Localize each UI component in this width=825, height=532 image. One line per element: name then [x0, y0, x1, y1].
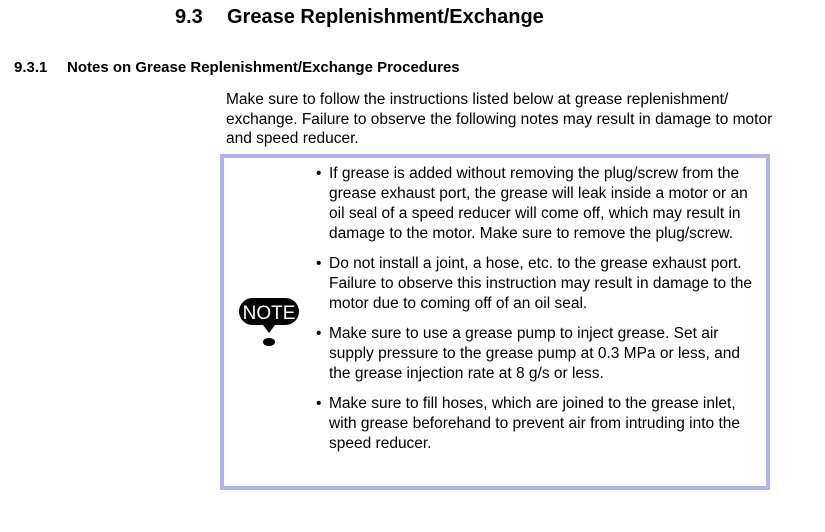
- subsection-heading: [14, 59, 460, 76]
- note-item: • Make sure to fill hoses, which are joined to the grease inlet, with grease beforehand to prevent air from intruding into the speed reducer.: [316, 394, 761, 454]
- subsection-number: 9.3.1: [14, 59, 48, 76]
- section-number: 9.3: [175, 6, 203, 28]
- section-heading: [175, 6, 544, 29]
- note-item: • Make sure to use a grease pump to inject grease. Set air supply pressure to the grease pump at 0.3 MPa or less, and the grease injection rate at 8 g/s or less.: [316, 324, 761, 384]
- note-item: • If grease is added without removing the plug/screw from the grease exhaust port, the grease will leak inside a motor or an oil seal of a speed reducer will come off, which may result in damage to the motor. Make sure to remove the plug/screw.: [316, 164, 761, 244]
- intro-paragraph: Make sure to follow the instructions listed below at grease replenishment/ exchange. Failure to observe the following notes may result in damage to motor and speed reducer.: [226, 91, 773, 147]
- note-box: [220, 154, 770, 490]
- note-list: [316, 164, 761, 464]
- note-icon: [238, 295, 300, 351]
- note-icon-label: NOTE: [242, 303, 296, 324]
- subsection-title: Notes on Grease Replenishment/Exchange Procedures: [67, 59, 460, 76]
- section-title: Grease Replenishment/Exchange: [227, 6, 544, 28]
- note-item: • Do not install a joint, a hose, etc. to the grease exhaust port. Failure to observe this instruction may result in damage to the motor due to coming off of an oil seal.: [316, 254, 761, 314]
